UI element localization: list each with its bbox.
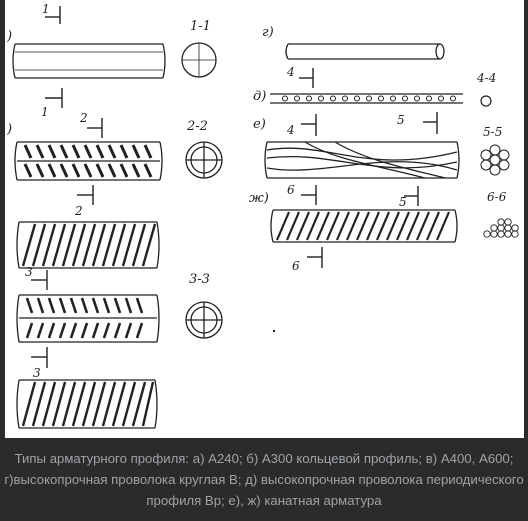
section-1-1-circle: [182, 43, 216, 77]
bar-a300-ring-profile: [15, 142, 162, 180]
cut-mark-3-top: [31, 270, 47, 290]
cut-label-6b: 6: [292, 259, 300, 273]
bar-a600-ribbed-lower: [17, 380, 157, 428]
wire-b-round: [286, 44, 444, 59]
section-title-2-2: 2-2: [187, 119, 208, 134]
section-5-5-seven-wire: [481, 145, 509, 175]
cut-mark-3-bottom: [31, 347, 47, 368]
cut-mark-5-top: [423, 112, 437, 134]
strand-rope-zh: [271, 210, 457, 242]
cut-mark-4-top: [299, 68, 313, 88]
cut-label-5b: 5: [399, 195, 407, 209]
bar-a400-ribbed-upper: [17, 222, 159, 268]
panel-letter-b: ): [7, 122, 13, 137]
cut-label-1b: 1: [41, 105, 49, 119]
bar-a400-ribbed-middle: [17, 295, 159, 342]
cut-label-1a: 1: [42, 2, 50, 16]
cut-label-4b: 4: [287, 123, 295, 137]
wire-bp-periodic: [270, 94, 463, 103]
section-title-6-6: 6-6: [487, 190, 507, 204]
section-4-4-circle: [481, 96, 491, 106]
cut-label-3b: 3: [33, 366, 41, 380]
panel-letter-zh: ж): [249, 191, 269, 206]
caption-line-3: профиля Вр; е), ж) канатная арматура: [146, 493, 382, 508]
caption-line-2: г)высокопрочная проволока круглая В; д) высокопрочная проволока периодического: [4, 472, 524, 487]
cut-label-3a: 3: [25, 265, 33, 279]
cut-label-5a: 5: [397, 113, 405, 127]
panel-letter-g: г): [262, 25, 274, 40]
cut-label-2a: 2: [80, 111, 88, 125]
cut-label-4a: 4: [287, 65, 295, 79]
cut-mark-2-bottom: [77, 185, 93, 205]
reinforcement-profiles-figure: [5, 0, 524, 438]
panel-letter-d: д): [253, 89, 267, 104]
section-title-3-3: 3-3: [189, 272, 210, 287]
panel-letter-a: ): [7, 29, 13, 44]
panel-letter-e: е): [253, 117, 266, 132]
section-title-4-4: 4-4: [477, 71, 497, 85]
bar-a240-smooth: [13, 44, 165, 78]
section-title-5-5: 5-5: [483, 125, 503, 139]
cut-label-6a: 6: [287, 183, 295, 197]
figure-caption: [0, 438, 528, 521]
cut-mark-6-top: [301, 185, 316, 205]
caption-line-1: Типы арматурного профиля: а) А240; б) А300 кольцевой профиль; в) А400, А600;: [14, 451, 514, 466]
section-title-1-1: 1-1: [190, 19, 211, 34]
strand-twisted-e: [265, 142, 459, 178]
cut-mark-2-top: [87, 118, 102, 138]
cut-mark-6-bottom: [307, 247, 322, 268]
section-3-3-ring: [186, 302, 222, 338]
cut-label-2b: 2: [75, 204, 83, 218]
stray-dot: [273, 330, 275, 332]
section-6-6-nineteen-wire: [484, 219, 518, 237]
figure-drawing: [5, 0, 524, 438]
cut-mark-4-bottom: [301, 114, 316, 136]
section-2-2-ring: [186, 142, 222, 178]
